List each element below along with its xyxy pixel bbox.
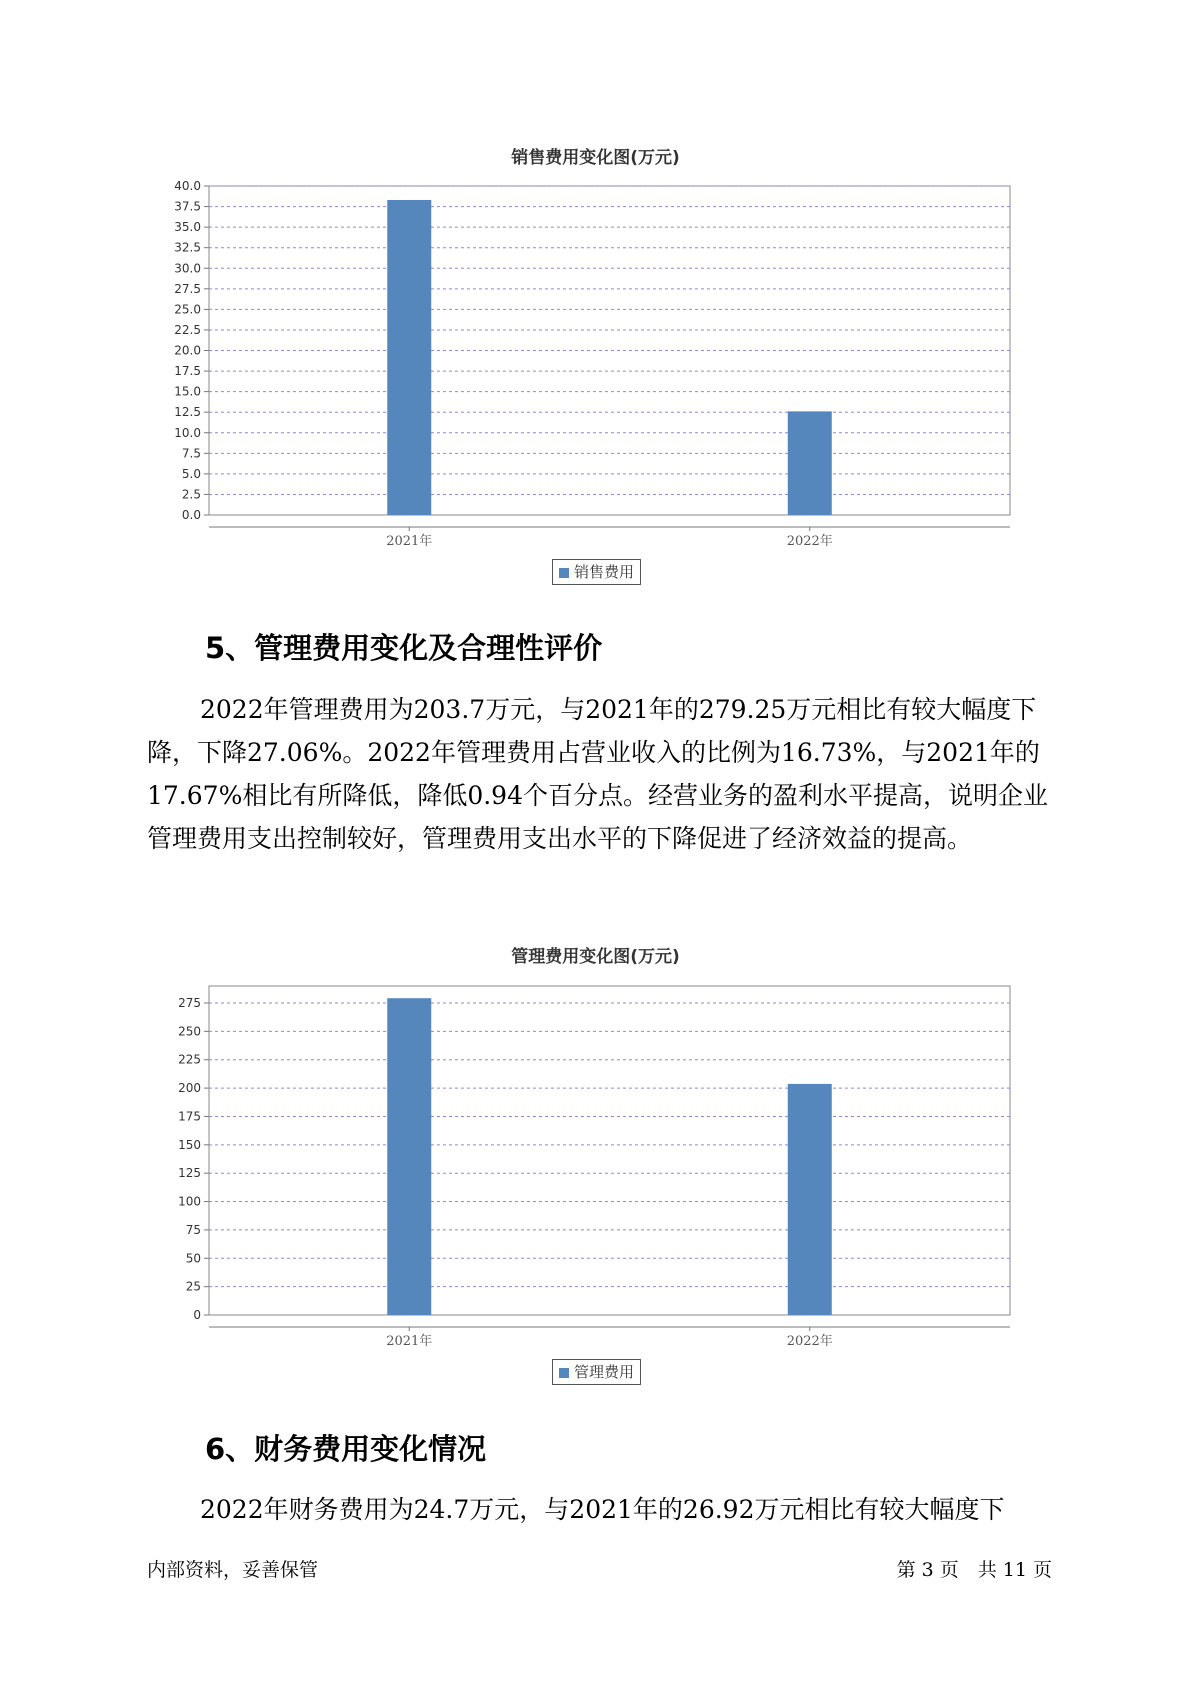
y-tick-label: 0 (193, 1308, 201, 1322)
y-tick-label: 32.5 (174, 240, 201, 255)
footer-page-number: 第 3 页 共 11 页 (896, 1559, 1052, 1581)
y-tick-label: 22.5 (174, 322, 201, 337)
y-tick-label: 10.0 (174, 425, 201, 440)
chart2-plot (0, 970, 1191, 1349)
y-tick-label: 50 (185, 1251, 201, 1266)
y-tick-label: 150 (178, 1137, 201, 1152)
section6-paragraph: 2022年财务费用为24.7万元，与2021年的26.92万元相比有较大幅度下 (200, 1495, 1005, 1524)
y-tick-label: 275 (178, 996, 201, 1011)
y-tick-label: 7.5 (181, 446, 201, 461)
y-tick-label: 25 (185, 1279, 201, 1294)
y-tick-label: 250 (178, 1024, 201, 1039)
y-tick-label: 200 (178, 1081, 201, 1096)
y-tick-label: 27.5 (174, 281, 201, 296)
legend-swatch (559, 1368, 569, 1378)
chart1-legend (552, 559, 641, 585)
y-tick-label: 12.5 (174, 405, 201, 420)
y-tick-label: 5.0 (181, 466, 201, 481)
bar-2021年 (387, 998, 431, 1315)
bar-2022年 (788, 1084, 832, 1315)
y-tick-label: 2.5 (181, 487, 201, 502)
section5-paragraph: 2022年管理费用为203.7万元，与2021年的279.25万元相比有较大幅度下降，下降27.06%。2022年管理费用占营业收入的比例为16.73%，与2021年的17.67%相比有所降低，降低0.94个百分点。经营业务的盈利水平提高，说明企业管理费用支出控制较好，管理费用支出水平的下降促进了经济效益的提高。 (147, 695, 1048, 853)
plot-area (209, 986, 1010, 1315)
section6-heading: 6、财务费用变化情况 (205, 1432, 487, 1466)
y-tick-label: 175 (178, 1109, 201, 1124)
y-tick-label: 30.0 (174, 261, 201, 276)
footer-left: 内部资料，妥善保管 (147, 1559, 319, 1581)
legend-swatch (559, 568, 569, 578)
x-tick-label: 2021年 (386, 1334, 433, 1349)
x-tick-label: 2022年 (786, 534, 833, 549)
y-tick-label: 75 (185, 1222, 201, 1237)
x-tick-label: 2021年 (386, 534, 433, 549)
y-tick-label: 40.0 (174, 179, 201, 193)
y-tick-label: 125 (178, 1166, 201, 1181)
y-tick-label: 37.5 (174, 199, 201, 214)
chart2-title: 管理费用变化图(万元) (511, 947, 680, 967)
y-tick-label: 100 (178, 1194, 201, 1209)
y-tick-label: 20.0 (174, 343, 201, 358)
y-tick-label: 35.0 (174, 220, 201, 235)
y-tick-label: 15.0 (174, 384, 201, 399)
chart2-legend (552, 1359, 641, 1385)
section5-heading: 5、管理费用变化及合理性评价 (205, 631, 603, 665)
chart1-title: 销售费用变化图(万元) (511, 148, 680, 168)
chart1-legend-label: 销售费用 (574, 563, 635, 581)
bar-2021年 (387, 200, 431, 515)
y-tick-label: 225 (178, 1052, 201, 1067)
y-tick-label: 0.0 (181, 508, 201, 522)
chart1-plot (0, 170, 1191, 549)
y-tick-label: 25.0 (174, 302, 201, 317)
x-tick-label: 2022年 (786, 1334, 833, 1349)
y-tick-label: 17.5 (174, 364, 201, 379)
chart2-legend-label: 管理费用 (574, 1363, 635, 1381)
bar-2022年 (788, 411, 832, 515)
